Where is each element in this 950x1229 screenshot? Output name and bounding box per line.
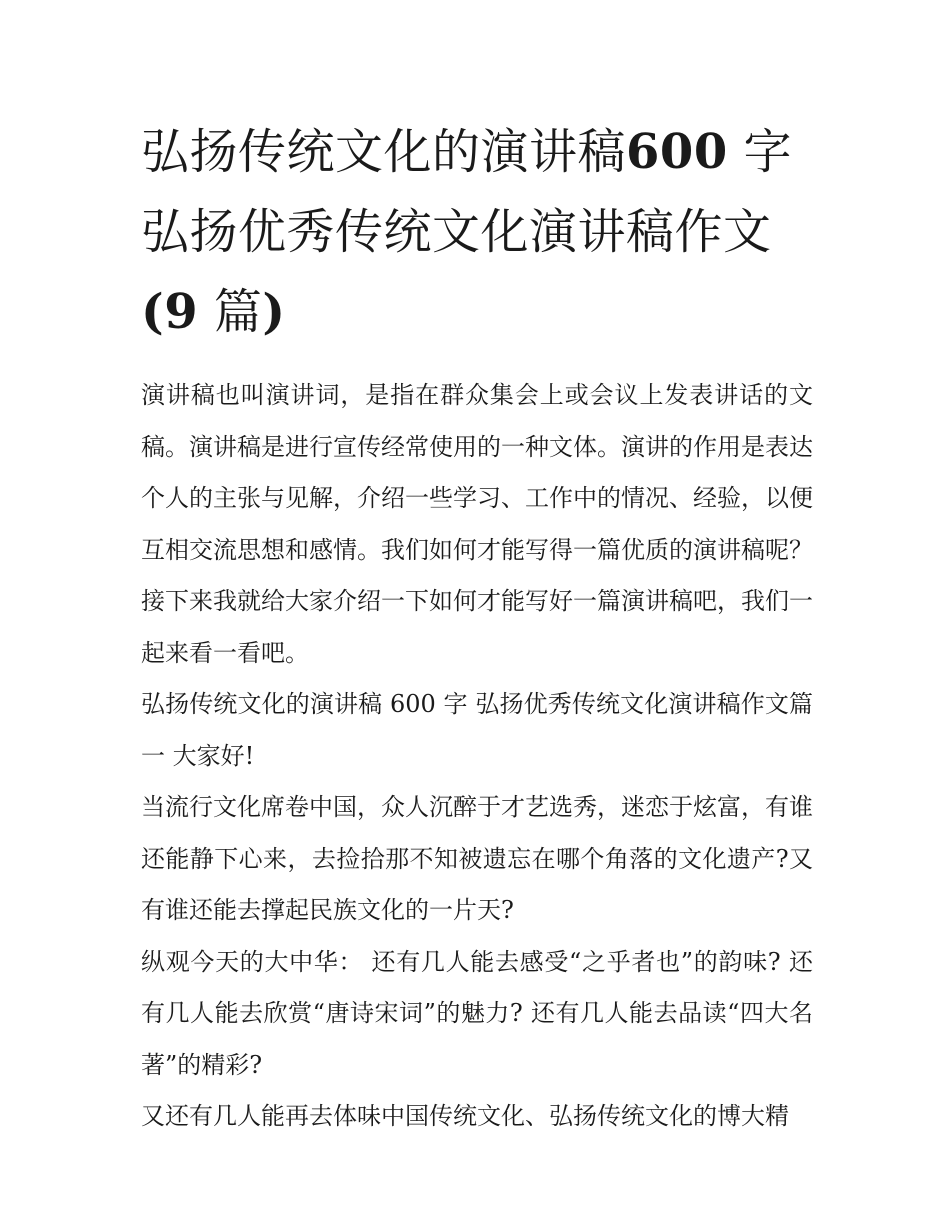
title-text-2: 字弘扬优秀传统文化演讲稿作文 [141, 124, 792, 260]
document-body [141, 112, 813, 1143]
paragraph: 又还有几人能再去体味中国传统文化、弘扬传统文化的博大精 [141, 1102, 789, 1130]
paragraph: 纵观今天的大中华： 还有几人能去感受“之乎者也”的韵味? 还有几人能去欣赏“唐诗宋词”的魅力? 还有几人能去品读“四大名著”的精彩? [141, 947, 813, 1079]
paragraph-intro: 演讲稿也叫演讲词，是指在群众集会上或会议上发表讲话的文稿。演讲稿是进行宣传经常使用的一种文体。演讲的作用是表达个人的主张与见解，介绍一些学习、工作中的情况、经验，以便互相交流思想和感情。我们如何才能写得一篇优质的演讲稿呢？接下来我就给大家介绍一下如何才能写好一篇演讲稿吧，我们一起来看一看吧。 [141, 381, 813, 667]
document-title [141, 112, 813, 352]
paragraph-heading: 弘扬传统文化的演讲稿 600 字 弘扬优秀传统文化演讲稿作文篇一 大家好! [141, 690, 813, 770]
paragraph: 当流行文化席卷中国，众人沉醉于才艺选秀，迷恋于炫富，有谁还能静下心来，去捡拾那不知被遗忘在哪个角落的文化遗产?又有谁还能去撑起民族文化的一片天? [141, 793, 813, 924]
title-text-1: 弘扬传统文化的演讲稿 [141, 124, 627, 180]
title-number: 600 [626, 124, 728, 180]
title-close: ) [262, 284, 286, 340]
title-text-3: 篇 [198, 284, 263, 340]
title-count: (9 [141, 284, 199, 340]
